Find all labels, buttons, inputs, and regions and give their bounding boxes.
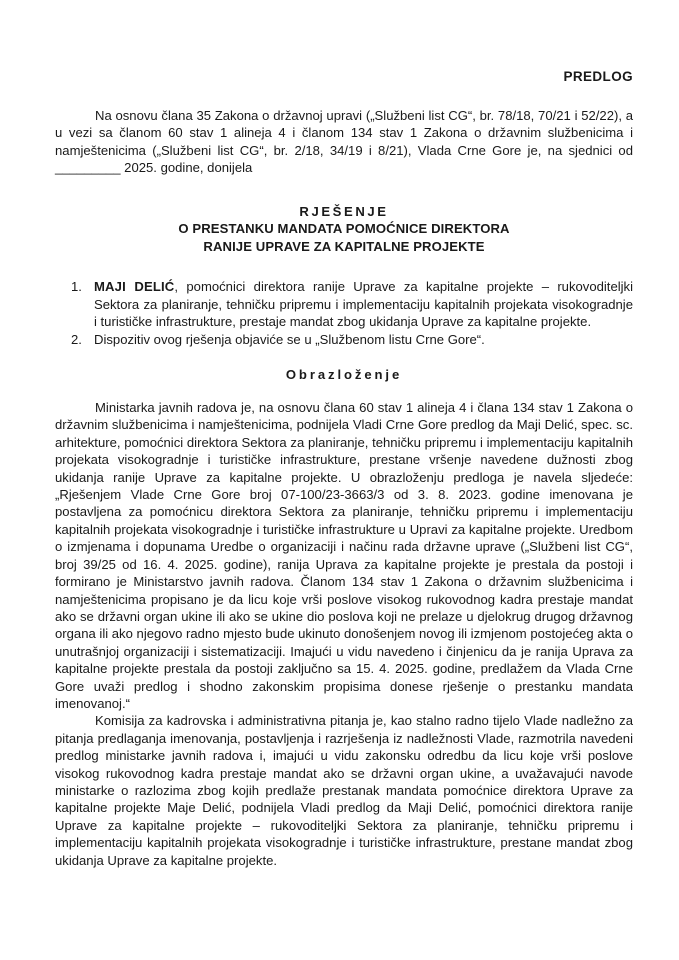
decision-title-block xyxy=(55,203,633,256)
document-header xyxy=(55,0,633,86)
decision-item-subject: MAJI DELIĆ xyxy=(94,279,175,295)
decision-items-list xyxy=(55,278,633,348)
decision-title-line3: RANIJE UPRAVE ZA KAPITALNE PROJEKTE xyxy=(203,238,485,254)
decision-item xyxy=(55,331,633,348)
document-type-label: PREDLOG xyxy=(563,69,633,84)
preamble-paragraph: Na osnovu člana 35 Zakona o državnoj upravi („Službeni list CG“, br. 78/18, 70/21 i 52/22), a u vezi sa članom 60 stav 1 alineja 4 i članom 134 stav 1 Zakona o državnim službenicima i namještenicima („Službeni list CG“, br. 2/18, 34/19 i 8/21), Vlada Crne Gore je, na sjednici od _________ 2025. godine, donijela xyxy=(55,108,633,176)
decision-item-text: , pomoćnici direktora ranije Uprave za kapitalne projekte – rukovoditeljki Sektora za planiranje, tehničku pripremu i implementaciju kapitalnih projekata visokogradnje i turističke infrastrukture, prestaje mandat zbog ukidanja Uprave za kapitalne projekte. xyxy=(94,279,634,330)
explanation-heading: Obrazloženje xyxy=(285,367,403,383)
decision-title-line1: RJEŠENJE xyxy=(299,203,389,219)
explanation-body xyxy=(55,399,633,869)
explanation-paragraph: Komisija za kadrovska i administrativna pitanja je, kao stalno radno tijelo Vlade nadležno za pitanja predlaganja imenovanja, postavljenja i razrješenja iz nadležnosti Vlade, razmotrila navedeni predlog ministarke javnih radova i, imajući u vidu zakonsku odredbu da licu koje vrši poslove visokog rukovodnog kadra prestaje mandat ako se državni organ ukine, a uvažavajući navode ministarke o razlozima zbog kojih predlaže prestanak mandata pomoćnice direktora Uprave za kapitalne projekte Maje Delić, podnijela Vladi predlog da Maji Delić, pomoćnici direktora ranije Uprave za kapitalne projekte – rukovoditeljki Sektora za planiranje, tehničku pripremu i implementaciju kapitalnih projekata visokogradnje i turističke infrastrukture, prestane mandat zbog ukidanja Uprave za kapitalne projekte. xyxy=(55,713,633,868)
explanation-paragraph: Ministarka javnih radova je, na osnovu člana 60 stav 1 alineja 4 i člana 134 stav 1 Zakona o državnim službenicima i namještenicima, podnijela Vladi Crne Gore predlog da Maji Delić, spec. sc. arhitekture, pomoćnici direktora Sektora za planiranje, tehničku pripremu i implementaciju kapitalnih projekata visokogradnje i turističke infrastrukture, prestane vršenje navedene dužnosti zbog ukidanja ranije Uprave za kapitalne projekte. U obrazloženju predloga je navela sljedeće: „Rješenjem Vlade Crne Gore broj 07-100/23-3663/3 od 3. 8. 2023. godine imenovana je postavljena za pomoćnicu direktora Sektora za planiranje, tehničku pripremu i implementaciju kapitalnih projekata visokogradnje i turističke infrastrukture u Upravi za kapitalne projekte. Uredbom o izmjenama i dopunama Uredbe o organizaciji i načinu rada državne uprave („Službeni list CG“, broj 39/25 od 16. 4. 2025. godine), ranija Uprava za kapitalne projekte je prestala da postoji i formirano je Ministarstvo javnih radova. Članom 134 stav 1 Zakona o državnim službenicima i namještenicima propisano je da licu koje vrši poslove visokog rukovodnog kadra prestaje mandat ako se državni organ ukine ili ako se ukine dio poslova koji ne prelaze u djelokrug drugog državnog organa ili ako njegovo radno mjesto bude ukinuto donošenjem novog ili izmjenom postojećeg akta o unutrašnjoj organizaciji i sistematizaciji. Imajući u vidu navedeno i činjenicu da je ranija Uprava za kapitalne projekte prestala da postoji zaključno sa 15. 4. 2025. godine, predlažem da Vlada Crne Gore uvaži predlog i shodno zakonskim propisima donese rješenje o prestanku mandata imenovanoj.“ xyxy=(55,400,633,711)
decision-item-text: Dispozitiv ovog rješenja objaviće se u „Službenom listu Crne Gore“. xyxy=(94,331,485,347)
decision-item-marker: 2. xyxy=(71,331,82,347)
decision-item xyxy=(55,278,633,330)
decision-item-marker: 1. xyxy=(71,279,82,295)
decision-title-line2: O PRESTANKU MANDATA POMOĆNICE DIREKTORA xyxy=(178,221,510,237)
